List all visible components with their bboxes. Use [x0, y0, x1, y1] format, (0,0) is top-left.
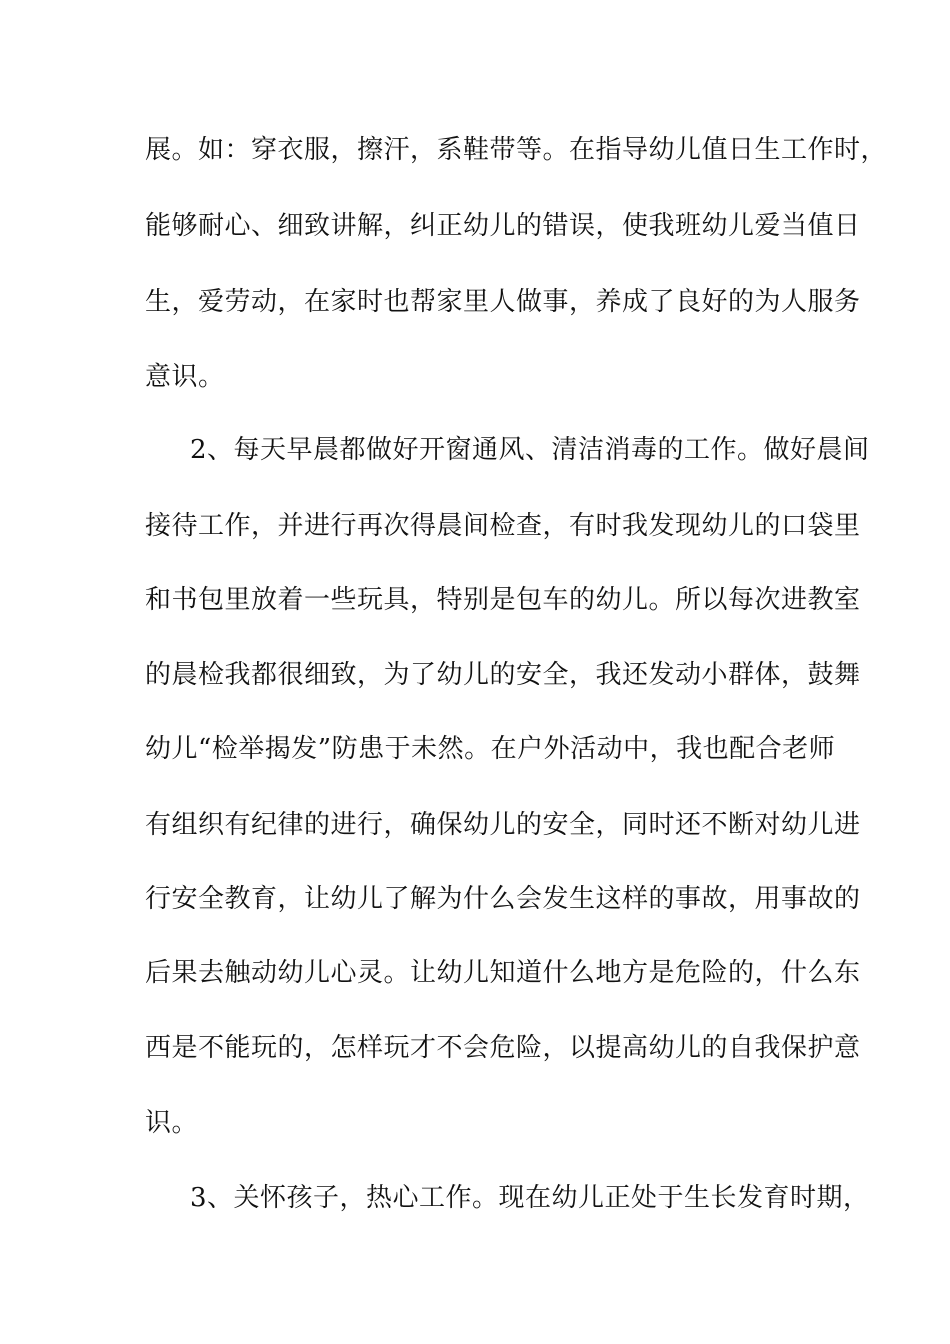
text-line: 展。如：穿衣服，擦汗，系鞋带等。在指导幼儿值日生工作时，	[145, 135, 888, 165]
paragraph-start-line: 2、每天早晨都做好开窗通风、清洁消毒的工作。做好晨间	[190, 435, 870, 465]
text-line: 识。	[145, 1108, 199, 1138]
text-line: 西是不能玩的，怎样玩才不会危险，以提高幼儿的自我保护意	[145, 1033, 861, 1063]
text-line: 和书包里放着一些玩具，特别是包车的幼儿。所以每次进教室	[145, 585, 861, 615]
text-line: 生，爱劳动，在家时也帮家里人做事，养成了良好的为人服务	[145, 287, 861, 317]
text-line: 接待工作，并进行再次得晨间检查，有时我发现幼儿的口袋里	[145, 511, 861, 541]
text-line: 意识。	[145, 362, 225, 392]
text-line: 后果去触动幼儿心灵。让幼儿知道什么地方是危险的，什么东	[145, 958, 861, 988]
text-line: 的晨检我都很细致，为了幼儿的安全，我还发动小群体，鼓舞	[145, 660, 861, 690]
text-line: 幼儿“检举揭发”防患于未然。在户外活动中，我也配合老师	[145, 734, 836, 764]
text-line: 有组织有纪律的进行，确保幼儿的安全，同时还不断对幼儿进	[145, 810, 861, 840]
text-line: 能够耐心、细致讲解，纠正幼儿的错误，使我班幼儿爱当值日	[145, 211, 861, 241]
text-line: 行安全教育，让幼儿了解为什么会发生这样的事故，用事故的	[145, 884, 861, 914]
paragraph-start-line: 3、关怀孩子，热心工作。现在幼儿正处于生长发育时期，	[190, 1183, 870, 1213]
